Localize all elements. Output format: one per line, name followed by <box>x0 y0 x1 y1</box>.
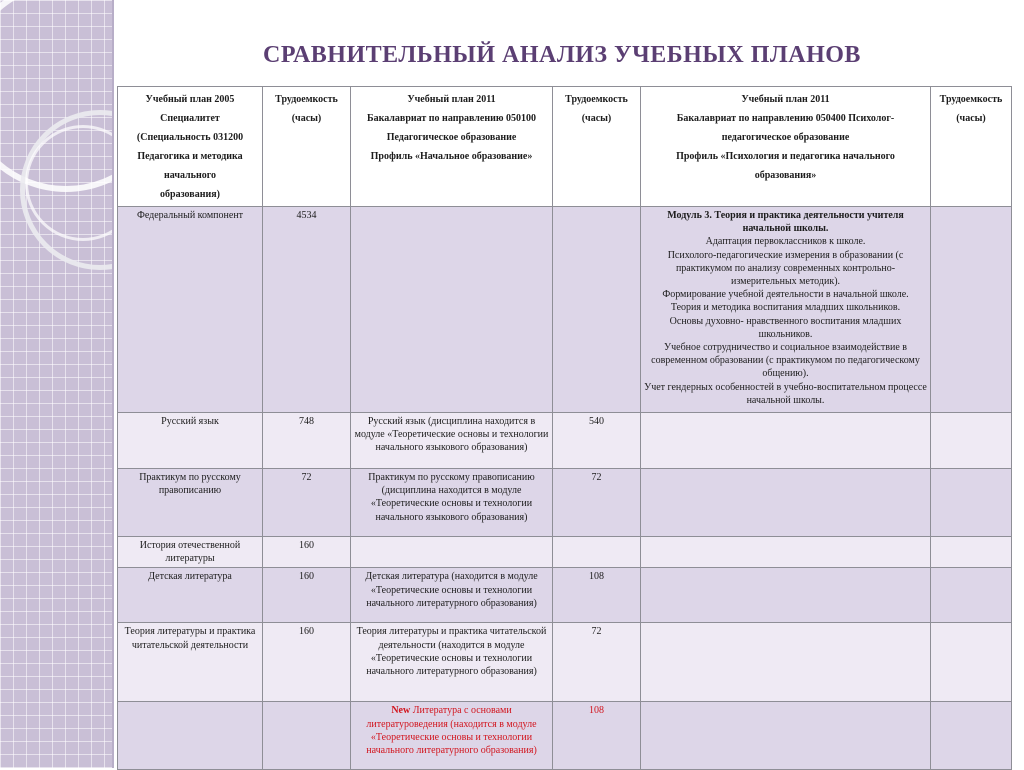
subject-2011a: Практикум по русскому правописанию (дисциплина находится в модуле «Теоретические основы и технологии начального языкового образования) <box>351 469 553 537</box>
header-plan-2011-050100: Учебный план 2011 Бакалавриат по направлению 050100 Педагогическое образование Профиль «Начальное образование» <box>351 87 553 207</box>
hours-2011a: 108 <box>553 702 641 770</box>
subject-2005: Детская литература <box>118 568 263 623</box>
table-row <box>118 413 1012 469</box>
module-item: Формирование учебной деятельности в начальной школе. <box>662 289 909 301</box>
subject-2011a <box>351 207 553 413</box>
table-row <box>118 702 1012 770</box>
module-3-description <box>641 207 931 413</box>
hours-2011a: 72 <box>553 469 641 537</box>
table-row <box>118 537 1012 568</box>
hours-2011b <box>931 413 1012 469</box>
subject-2005: Федеральный компонент <box>118 207 263 413</box>
subject-2005: Теория литературы и практика читательской деятельности <box>118 623 263 702</box>
header-plan-2005: Учебный план 2005 Специалитет (Специальность 031200 Педагогика и методика начального образования) <box>118 87 263 207</box>
subject-2005: Практикум по русскому правописанию <box>118 469 263 537</box>
module-item: Учет гендерных особенностей в учебно-воспитательном процессе начальной школы. <box>644 381 927 406</box>
hours-2005: 4534 <box>263 207 351 413</box>
new-badge: New <box>391 705 411 717</box>
subject-2011a: Детская литература (находится в модуле «Теоретические основы и технологии начального литературного образования) <box>351 568 553 623</box>
table-row <box>118 568 1012 623</box>
subject-2011a-new: New Литература с основами литературоведения (находится в модуле «Теоретические основы и технологии начального литературного образования) <box>351 702 553 770</box>
module-item: Адаптация первоклассников к школе. <box>705 236 866 248</box>
table-row <box>118 207 1012 413</box>
module-item: Основы духовно- нравственного воспитания младших школьников. <box>669 315 902 340</box>
hours-2005: 748 <box>263 413 351 469</box>
subject-2005 <box>118 702 263 770</box>
decorative-sidebar <box>0 0 112 768</box>
header-hours-1: Трудоемкость (часы) <box>263 87 351 207</box>
subject-2005: Русский язык <box>118 413 263 469</box>
table-row <box>118 469 1012 537</box>
hours-2011a: 540 <box>553 413 641 469</box>
header-hours-2: Трудоемкость (часы) <box>553 87 641 207</box>
page-title: СРАВНИТЕЛЬНЫЙ АНАЛИЗ УЧЕБНЫХ ПЛАНОВ <box>263 42 861 68</box>
hours-2011a <box>553 207 641 413</box>
hours-2005: 160 <box>263 537 351 568</box>
comparison-table <box>117 86 1012 770</box>
sidebar-divider <box>112 0 114 768</box>
module-item: Психолого-педагогические измерения в образовании (с практикумом по анализу современных контрольно-измерительных методик). <box>667 249 904 288</box>
subject-2011b <box>641 702 931 770</box>
header-plan-2011-050400: Учебный план 2011 Бакалавриат по направлению 050400 Психолог- педагогическое образование Профиль «Психология и педагогика начального образования» <box>641 87 931 207</box>
subject-2011a: Теория литературы и практика читательской деятельности (находится в модуле «Теоретические основы и технологии начального литературного образования) <box>351 623 553 702</box>
hours-2005: 160 <box>263 568 351 623</box>
hours-2011b <box>931 207 1012 413</box>
subject-2011b <box>641 413 931 469</box>
module-item: Учебное сотрудничество и социальное взаимодействие в современном образовании (с практикумом по педагогическому общению). <box>651 342 920 380</box>
hours-2005: 72 <box>263 469 351 537</box>
subject-2011b <box>641 623 931 702</box>
subject-2005: История отечественной литературы <box>118 537 263 568</box>
hours-2011b <box>931 568 1012 623</box>
header-hours-3: Трудоемкость (часы) <box>931 87 1012 207</box>
subject-2011a: Русский язык (дисциплина находится в модуле «Теоретические основы и технологии начального языкового образования) <box>351 413 553 469</box>
subject-2011b <box>641 537 931 568</box>
hours-2005: 160 <box>263 623 351 702</box>
hours-2011b <box>931 469 1012 537</box>
hours-2011b <box>931 537 1012 568</box>
hours-2011a <box>553 537 641 568</box>
module-item: Теория и методика воспитания младших школьников. <box>670 302 901 314</box>
hours-2011b <box>931 623 1012 702</box>
subject-2011b <box>641 568 931 623</box>
hours-2011a: 72 <box>553 623 641 702</box>
module-title: Модуль 3. Теория и практика деятельности учителя начальной школы. <box>667 210 904 235</box>
subject-2011b <box>641 469 931 537</box>
table-header-row <box>118 87 1012 207</box>
hours-2011b <box>931 702 1012 770</box>
subject-2011a <box>351 537 553 568</box>
hours-2005 <box>263 702 351 770</box>
table-row <box>118 623 1012 702</box>
hours-2011a: 108 <box>553 568 641 623</box>
